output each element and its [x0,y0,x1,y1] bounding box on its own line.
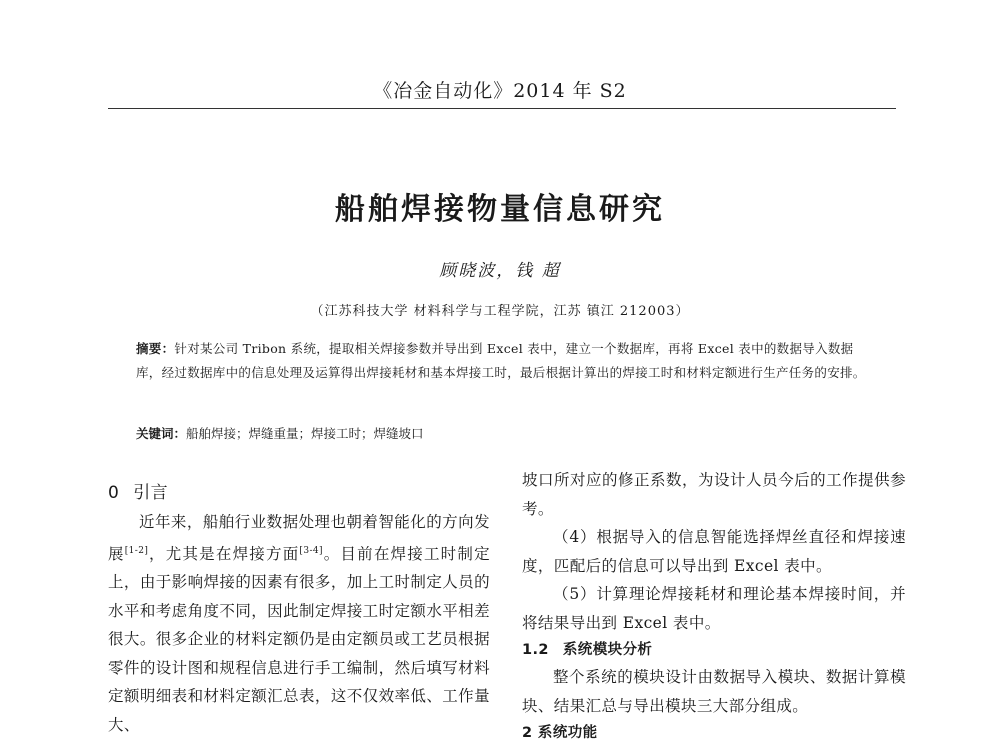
citation-2: [3-4] [299,545,323,556]
citation-1: [1-2] [124,545,149,556]
right-column [522,466,906,746]
intro-text-2: ，尤其是在焊接方面 [148,544,300,563]
subsection-number: 1.2 [522,642,549,658]
intro-text-1: 近年来，船舶行业数据处理也朝着智能化的方向发展 [108,513,490,563]
left-column [108,478,490,739]
subsection-heading [522,637,906,663]
authors: 顾晓波，钱 超 [439,261,561,281]
section-title: 引言 [133,483,169,503]
list-item-5: （5）计算理论焊接耗材和理论基本焊接时间，并将结果导出到 Excel 表中。 [522,585,906,632]
intro-paragraph [108,508,490,739]
continued-paragraph: 坡口所对应的修正系数，为设计人员今后的工作提供参考。 [522,471,906,518]
header-rule [108,108,896,109]
journal-header: 《冶金自动化》2014 年 S2 [373,80,627,102]
abstract-label: 摘要： [136,341,175,356]
keywords-label: 关键词： [136,426,187,441]
next-section-heading: 2 系统功能 [522,725,598,741]
keywords [136,423,871,445]
module-paragraph: 整个系统的模块设计由数据导入模块、数据计算模块、结果汇总与导出模块三大部分组成。 [522,668,906,715]
paper-title: 船舶焊接物量信息研究 [335,192,665,227]
affiliation: （江苏科技大学 材料科学与工程学院，江苏 镇江 212003） [310,304,690,319]
subsection-title: 系统模块分析 [562,642,653,658]
intro-text-3: 。目前在焊接工时制定上，由于影响焊接的因素有很多，加上工时制定人员的水平和考虑角度不同，因此制定焊接工时定额水平相差很大。很多企业的材料定额仍是由定额员或工艺员根据零件的设计图和规程信息进行手工编制，然后填写材料定额明细表和材料定额汇总表，这不仅效率低、工作量大、 [108,544,490,734]
list-item-4: （4）根据导入的信息智能选择焊丝直径和焊接速度，匹配后的信息可以导出到 Excel 表中。 [522,528,906,575]
section-number: 0 [108,483,120,503]
abstract-text: 针对某公司 Tribon 系统，提取相关焊接参数并导出到 Excel 表中，建立一个数据库，再将 Excel 表中的数据导入数据库，经过数据库中的信息处理及运算得出焊接耗材和基本焊接工时，最后根据计算出的焊接工时和材料定额进行生产任务的安排。 [136,341,866,380]
section-heading-intro [108,478,490,508]
keywords-text: 船舶焊接；焊缝重量；焊接工时；焊缝坡口 [186,426,424,441]
abstract [136,337,871,385]
